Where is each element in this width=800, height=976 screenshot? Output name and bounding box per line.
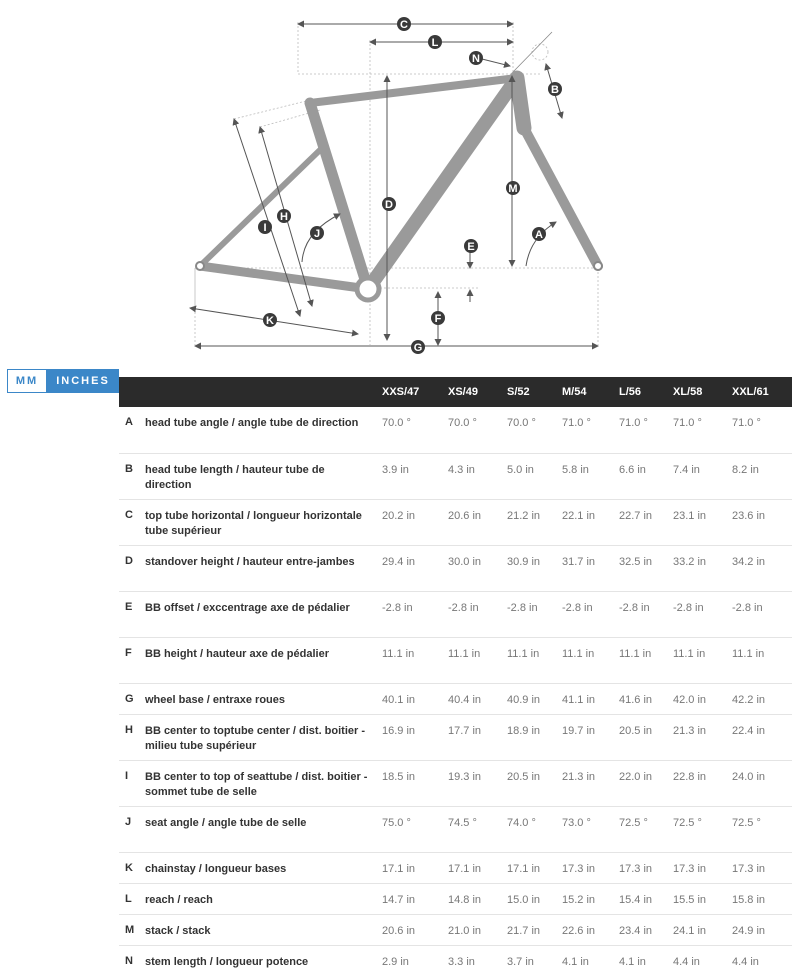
row-value: 4.4 in — [673, 955, 700, 968]
row-value: 22.7 in — [619, 499, 673, 545]
diagram-label-n-text: N — [472, 53, 480, 65]
row-value: 2.9 in — [382, 955, 409, 968]
table-row — [119, 637, 792, 683]
row-value: 22.4 in — [732, 714, 792, 760]
row-value: 75.0 ° — [382, 806, 448, 852]
row-value: 31.7 in — [562, 545, 619, 591]
row-value: -2.8 in — [732, 591, 792, 637]
row-value: 33.2 in — [673, 545, 732, 591]
row-value: 14.8 in — [448, 883, 507, 914]
row-value: 34.2 in — [732, 545, 792, 591]
row-value: 17.3 in — [562, 852, 619, 883]
row-value: 71.0 ° — [732, 407, 792, 453]
row-value: 32.5 in — [619, 545, 673, 591]
row-value: 74.0 ° — [507, 806, 562, 852]
row-value: 18.9 in — [507, 714, 562, 760]
row-letter: F — [119, 637, 145, 683]
table-row — [119, 591, 792, 637]
row-value: 22.0 in — [619, 760, 673, 806]
diagram-label-c-text: C — [400, 19, 408, 31]
row-value: 29.4 in — [382, 545, 448, 591]
row-value: 11.1 in — [562, 637, 619, 683]
row-letter: N — [125, 954, 133, 967]
row-description: standover height / hauteur entre-jambes — [145, 545, 382, 591]
row-value: 71.0 ° — [619, 407, 673, 453]
row-value: 40.4 in — [448, 683, 507, 714]
row-value: 11.1 in — [619, 637, 673, 683]
table-header-row — [119, 377, 792, 407]
row-value: 15.4 in — [619, 883, 673, 914]
diagram-label-f-text: F — [434, 313, 442, 325]
row-description: head tube angle / angle tube de direction — [145, 407, 382, 453]
row-letter: I — [119, 760, 145, 806]
row-letter: K — [119, 852, 145, 883]
row-value: 20.5 in — [507, 760, 562, 806]
row-value: -2.8 in — [619, 591, 673, 637]
table-row — [119, 883, 792, 914]
row-value: -2.8 in — [673, 591, 732, 637]
row-value: 20.5 in — [619, 714, 673, 760]
row-value: 19.3 in — [448, 760, 507, 806]
row-value: 22.6 in — [562, 914, 619, 945]
row-value: 5.8 in — [562, 453, 619, 499]
row-value: 21.3 in — [562, 760, 619, 806]
size-header: L/56 — [619, 377, 673, 407]
table-row — [119, 683, 792, 714]
row-value: 7.4 in — [673, 453, 732, 499]
row-value: 14.7 in — [382, 883, 448, 914]
row-value: 17.7 in — [448, 714, 507, 760]
row-value: -2.8 in — [562, 591, 619, 637]
diagram-label-m-text: M — [508, 183, 518, 195]
row-value: 11.1 in — [507, 637, 562, 683]
diagram-label-i-text: I — [263, 222, 267, 234]
row-value: 21.2 in — [507, 499, 562, 545]
row-description: BB offset / exccentrage axe de pédalier — [145, 591, 382, 637]
frame-geometry-diagram — [180, 0, 620, 362]
size-header: XS/49 — [448, 377, 507, 407]
diagram-label-a-text: A — [535, 229, 543, 241]
row-value: 15.5 in — [673, 883, 732, 914]
row-value: 15.8 in — [732, 883, 792, 914]
row-description: top tube horizontal / longueur horizontale tube supérieur — [145, 499, 382, 545]
row-value: 22.8 in — [673, 760, 732, 806]
row-value: 23.4 in — [619, 914, 673, 945]
row-letter: A — [119, 407, 145, 453]
diagram-label-g-text: G — [413, 342, 423, 354]
size-header: XXL/61 — [732, 377, 792, 407]
row-value: 22.1 in — [562, 499, 619, 545]
row-value: 11.1 in — [448, 637, 507, 683]
row-value: 4.4 in — [732, 955, 759, 968]
table-row — [119, 545, 792, 591]
row-value: 17.1 in — [382, 852, 448, 883]
row-description: BB height / hauteur axe de pédalier — [145, 637, 382, 683]
diagram-label-e-text: E — [467, 241, 475, 253]
size-header: M/54 — [562, 377, 619, 407]
row-value: 40.1 in — [382, 683, 448, 714]
row-value: 21.0 in — [448, 914, 507, 945]
row-value: 70.0 ° — [382, 407, 448, 453]
row-letter: E — [119, 591, 145, 637]
row-value: 17.3 in — [619, 852, 673, 883]
row-value: 72.5 ° — [619, 806, 673, 852]
row-description: BB center to toptube center / dist. boitier - milieu tube supérieur — [145, 714, 382, 760]
table-body — [119, 407, 792, 976]
row-value: 73.0 ° — [562, 806, 619, 852]
row-value: 6.6 in — [619, 453, 673, 499]
row-description: head tube length / hauteur tube de direction — [145, 453, 382, 499]
unit-mm-button[interactable]: MM — [7, 369, 47, 393]
table-row — [119, 852, 792, 883]
row-value: 21.7 in — [507, 914, 562, 945]
table-row — [119, 760, 792, 806]
row-letter: J — [119, 806, 145, 852]
row-description: wheel base / entraxe roues — [145, 683, 382, 714]
row-value: 5.0 in — [507, 453, 562, 499]
geometry-table — [119, 377, 792, 976]
row-value: 11.1 in — [732, 637, 792, 683]
row-value: 4.1 in — [619, 955, 646, 968]
row-value: 21.3 in — [673, 714, 732, 760]
size-header: XXS/47 — [382, 377, 448, 407]
row-value: 24.0 in — [732, 760, 792, 806]
table-row — [119, 407, 792, 453]
row-value: -2.8 in — [382, 591, 448, 637]
row-letter: G — [119, 683, 145, 714]
row-value: 23.1 in — [673, 499, 732, 545]
table-row — [119, 453, 792, 499]
table-row — [119, 945, 792, 976]
row-description: chainstay / longueur bases — [145, 852, 382, 883]
row-value: 3.3 in — [448, 955, 475, 968]
row-value: 15.2 in — [562, 883, 619, 914]
table-row — [119, 714, 792, 760]
row-value: 17.3 in — [673, 852, 732, 883]
row-description: stem length / longueur potence — [145, 955, 309, 968]
row-value: 42.2 in — [732, 683, 792, 714]
row-description: BB center to top of seattube / dist. boitier - sommet tube de selle — [145, 760, 382, 806]
unit-inches-button[interactable]: INCHES — [47, 369, 119, 393]
row-value: 70.0 ° — [507, 407, 562, 453]
row-value: 4.3 in — [448, 453, 507, 499]
row-value: 30.0 in — [448, 545, 507, 591]
table-header-blank — [145, 377, 382, 407]
row-value: 24.1 in — [673, 914, 732, 945]
row-letter: H — [119, 714, 145, 760]
table-row — [119, 806, 792, 852]
row-value: 17.1 in — [507, 852, 562, 883]
row-description: reach / reach — [145, 883, 382, 914]
row-value: 20.6 in — [448, 499, 507, 545]
row-value: 18.5 in — [382, 760, 448, 806]
diagram-label-b-text: B — [551, 84, 559, 96]
row-letter: D — [119, 545, 145, 591]
row-value: -2.8 in — [507, 591, 562, 637]
row-value: 72.5 ° — [732, 806, 792, 852]
row-value: 42.0 in — [673, 683, 732, 714]
row-value: 40.9 in — [507, 683, 562, 714]
row-value: 3.7 in — [507, 955, 534, 968]
row-value: 71.0 ° — [562, 407, 619, 453]
row-value: 74.5 ° — [448, 806, 507, 852]
row-value: 17.1 in — [448, 852, 507, 883]
diagram-label-j-text: J — [313, 228, 321, 240]
row-value: 41.1 in — [562, 683, 619, 714]
size-header: S/52 — [507, 377, 562, 407]
row-value: 17.3 in — [732, 852, 792, 883]
table-header-blank — [119, 377, 145, 407]
row-value: 23.6 in — [732, 499, 792, 545]
row-value: 71.0 ° — [673, 407, 732, 453]
size-header: XL/58 — [673, 377, 732, 407]
row-letter: B — [119, 453, 145, 499]
unit-toggle — [7, 369, 119, 393]
row-value: 30.9 in — [507, 545, 562, 591]
row-value: 4.1 in — [562, 955, 589, 968]
row-value: 19.7 in — [562, 714, 619, 760]
row-value: 3.9 in — [382, 453, 448, 499]
table-row — [119, 914, 792, 945]
row-value: 11.1 in — [382, 637, 448, 683]
row-value: 70.0 ° — [448, 407, 507, 453]
row-letter: M — [119, 914, 145, 945]
row-value: 24.9 in — [732, 914, 792, 945]
row-value: 20.6 in — [382, 914, 448, 945]
diagram-label-l-text: L — [431, 37, 439, 49]
diagram-label-h-text: H — [280, 211, 288, 223]
row-value: 11.1 in — [673, 637, 732, 683]
diagram-label-k-text: K — [266, 315, 274, 327]
row-value: 8.2 in — [732, 453, 792, 499]
row-value: 41.6 in — [619, 683, 673, 714]
row-value: 15.0 in — [507, 883, 562, 914]
row-value: 72.5 ° — [673, 806, 732, 852]
row-description: stack / stack — [145, 914, 382, 945]
row-description: seat angle / angle tube de selle — [145, 806, 382, 852]
row-letter: C — [119, 499, 145, 545]
row-value: -2.8 in — [448, 591, 507, 637]
table-row — [119, 499, 792, 545]
row-value: 16.9 in — [382, 714, 448, 760]
row-letter: L — [119, 883, 145, 914]
diagram-label-d-text: D — [385, 199, 393, 211]
row-value: 20.2 in — [382, 499, 448, 545]
